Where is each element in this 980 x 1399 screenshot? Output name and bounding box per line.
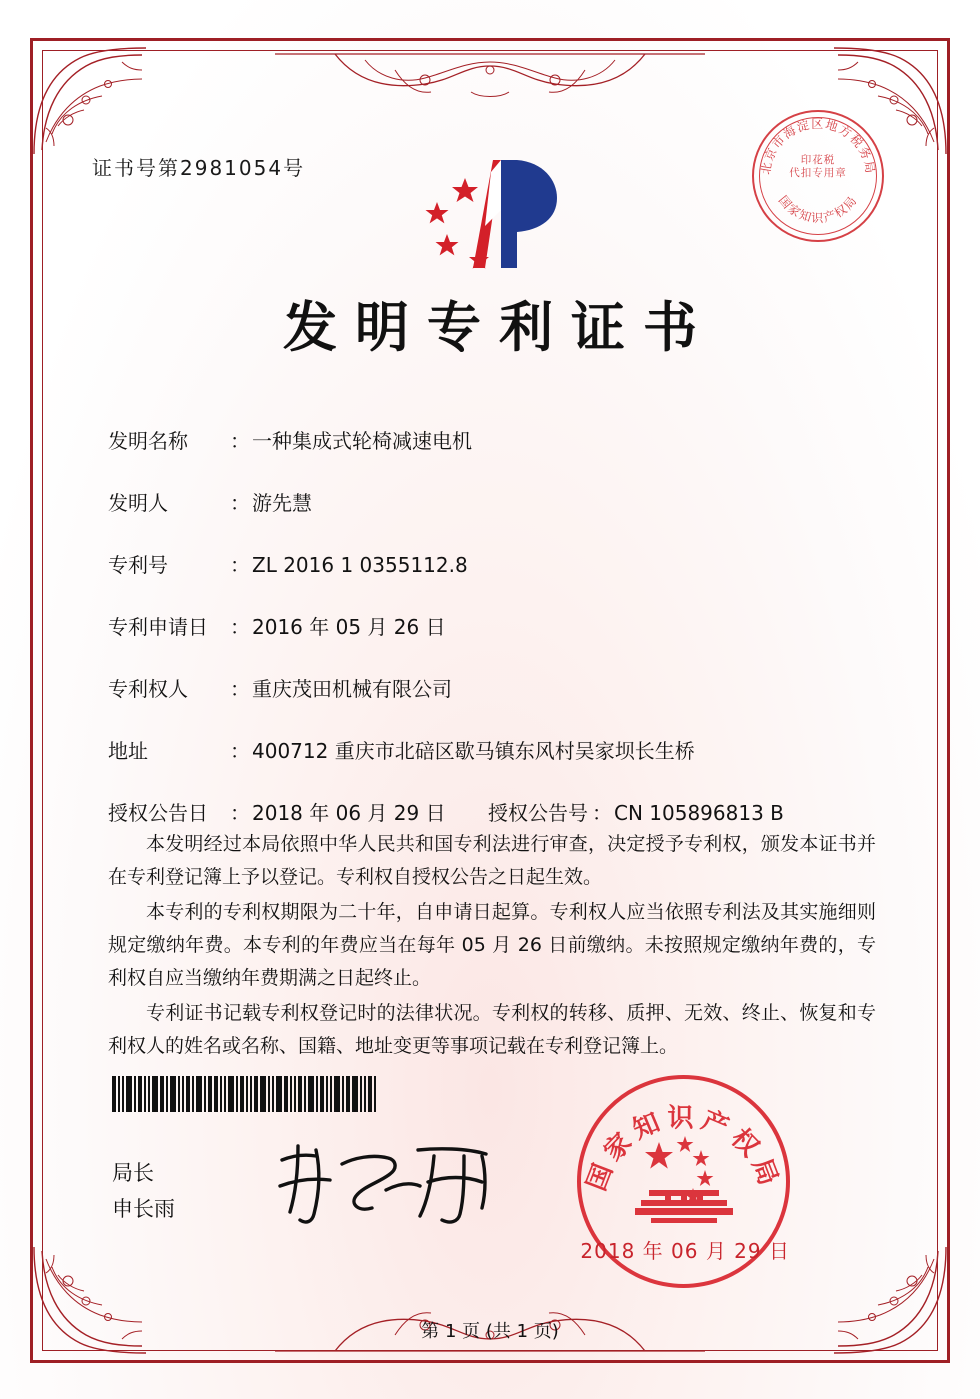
field-list: [108, 425, 880, 840]
field-colon: ：: [230, 553, 250, 577]
barcode: [112, 1076, 380, 1112]
field-grant-date: [108, 797, 488, 826]
field-value: CN 105896813 B: [614, 801, 784, 825]
tax-stamp-arc-top: 北京市海淀区地方税务局: [758, 117, 878, 176]
page-title: 发明专利证书: [283, 295, 715, 359]
field-label: 授权公告日: [108, 801, 208, 825]
field-value: 一种集成式轮椅减速电机: [252, 429, 472, 453]
tax-stamp-icon: [752, 110, 884, 242]
paragraph-2: 本专利的专利权期限为二十年，自申请日起算。专利权人应当依照专利法及其实施细则规定缴纳年费。本专利的年费应当在每年 05 月 26 日前缴纳。未按照规定缴纳年费的，专利权自应当缴纳年费期满之日起终止。: [108, 901, 876, 989]
field-label: 地址: [108, 739, 148, 763]
field-value: 重庆茂田机械有限公司: [252, 677, 452, 701]
field-patent-number: [108, 549, 880, 578]
field-label: 专利权人: [108, 677, 188, 701]
field-colon: ：: [230, 491, 250, 515]
svg-text:国家知识产权局: [776, 193, 860, 225]
signature-block: [112, 1155, 175, 1227]
field-colon: ：: [230, 801, 250, 825]
field-patentee: [108, 673, 880, 702]
field-grant-row: [108, 797, 880, 826]
body-text: [108, 828, 876, 1065]
field-value: ZL 2016 1 0355112.8: [252, 553, 468, 577]
field-grant-number: [488, 797, 784, 826]
paragraph-3: 专利证书记载专利权登记时的法律状况。专利权的转移、质押、无效、终止、恢复和专利权人的姓名或名称、国籍、地址变更等事项记载在专利登记簿上。: [108, 1002, 876, 1057]
field-colon: ：: [230, 615, 250, 639]
page-footer: 第 1 页 (共 1 页): [421, 1321, 559, 1342]
field-address: [108, 735, 880, 764]
field-inventor: [108, 487, 880, 516]
field-colon: ：: [592, 801, 612, 825]
field-colon: ：: [230, 677, 250, 701]
paragraph-1: 本发明经过本局依照中华人民共和国专利法进行审查，决定授予专利权，颁发本证书并在专利登记簿上予以登记。专利权自授权公告之日起生效。: [108, 833, 876, 888]
field-value: 2016 年 05 月 26 日: [252, 615, 446, 639]
field-colon: ：: [230, 739, 250, 763]
tax-stamp-center-line2: 代扣专用章: [789, 167, 847, 179]
certificate-number: 证书号第2981054号: [92, 156, 306, 180]
field-label: 发明名称: [108, 429, 188, 453]
field-value: 游先慧: [252, 491, 312, 515]
field-label: 专利号: [108, 553, 168, 577]
cnipa-logo-icon: [405, 150, 575, 285]
top-flourish-icon: [275, 40, 705, 110]
field-label: 授权公告号: [488, 801, 588, 825]
tax-stamp-center-line1: 印花税: [800, 154, 836, 166]
seal-arc-text: 国家知识产权局: [581, 1103, 786, 1196]
seal-date: 2018 年 06 月 29 日: [580, 1239, 790, 1263]
field-value: 400712 重庆市北碚区歇马镇东风村吴家坝长生桥: [252, 739, 695, 763]
field-label: 发明人: [108, 491, 168, 515]
field-label: 专利申请日: [108, 615, 208, 639]
field-colon: ：: [230, 429, 250, 453]
handwritten-signature-icon: [268, 1130, 518, 1230]
field-invention-name: [108, 425, 880, 454]
signature-role: 局长: [112, 1161, 154, 1185]
field-application-date: [108, 611, 880, 640]
tax-stamp-arc-bottom: 国家知识产权局: [775, 192, 861, 225]
signature-name: 申长雨: [112, 1197, 175, 1221]
field-value: 2018 年 06 月 29 日: [252, 801, 446, 825]
